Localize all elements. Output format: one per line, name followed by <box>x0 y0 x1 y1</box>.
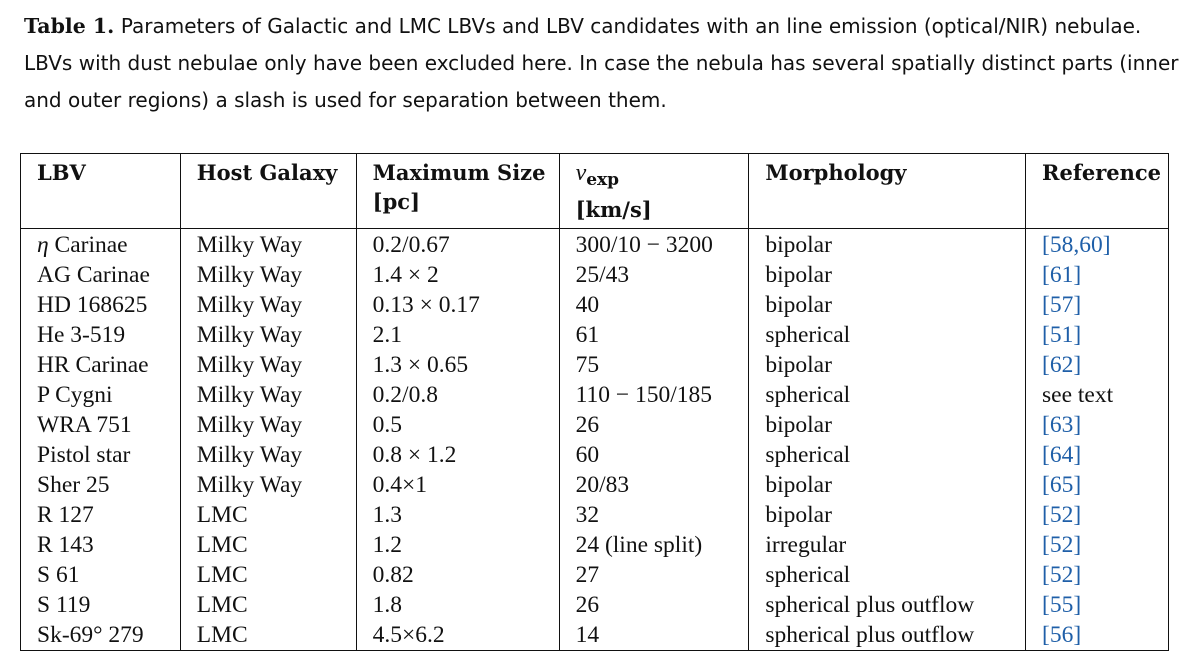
header-lbv: LBV <box>21 154 181 229</box>
cell-vexp: 20/83 <box>559 470 749 500</box>
cell-host-galaxy: LMC <box>180 500 356 530</box>
table-row <box>21 320 1169 350</box>
cell-reference[interactable]: [62] <box>1026 350 1169 380</box>
cell-host-galaxy: Milky Way <box>180 290 356 320</box>
cell-morphology: bipolar <box>749 290 1026 320</box>
cell-lbv: η Carinae <box>21 229 181 261</box>
cell-host-galaxy: LMC <box>180 620 356 651</box>
cell-maximum-size: 1.2 <box>356 530 559 560</box>
cell-maximum-size: 1.3 <box>356 500 559 530</box>
cell-host-galaxy: LMC <box>180 560 356 590</box>
cell-reference[interactable]: [55] <box>1026 590 1169 620</box>
table-caption <box>24 8 1179 119</box>
cell-morphology: bipolar <box>749 260 1026 290</box>
cell-lbv: Pistol star <box>21 440 181 470</box>
cell-reference[interactable]: [65] <box>1026 470 1169 500</box>
header-vexp <box>559 154 749 229</box>
table-row <box>21 290 1169 320</box>
cell-lbv: WRA 751 <box>21 410 181 440</box>
cell-maximum-size: 0.82 <box>356 560 559 590</box>
cell-reference[interactable]: [58,60] <box>1026 229 1169 261</box>
table-row <box>21 530 1169 560</box>
cell-maximum-size: 0.2/0.67 <box>356 229 559 261</box>
cell-maximum-size: 2.1 <box>356 320 559 350</box>
header-reference: Reference <box>1026 154 1169 229</box>
cell-vexp: 75 <box>559 350 749 380</box>
cell-maximum-size: 1.3 × 0.65 <box>356 350 559 380</box>
cell-vexp: 60 <box>559 440 749 470</box>
cell-vexp: 26 <box>559 590 749 620</box>
cell-vexp: 27 <box>559 560 749 590</box>
header-vexp-unit: [km/s] <box>575 197 652 222</box>
cell-vexp: 14 <box>559 620 749 651</box>
cell-lbv: HD 168625 <box>21 290 181 320</box>
cell-vexp: 24 (line split) <box>559 530 749 560</box>
header-morphology: Morphology <box>749 154 1026 229</box>
cell-morphology: spherical <box>749 380 1026 410</box>
cell-host-galaxy: Milky Way <box>180 410 356 440</box>
table-row <box>21 410 1169 440</box>
cell-vexp: 300/10 − 3200 <box>559 229 749 261</box>
cell-vexp: 25/43 <box>559 260 749 290</box>
cell-reference[interactable]: [52] <box>1026 560 1169 590</box>
cell-morphology: spherical plus outflow <box>749 590 1026 620</box>
cell-morphology: spherical <box>749 560 1026 590</box>
table-row <box>21 470 1169 500</box>
cell-reference[interactable]: [56] <box>1026 620 1169 651</box>
cell-lbv: AG Carinae <box>21 260 181 290</box>
cell-host-galaxy: Milky Way <box>180 320 356 350</box>
table-row <box>21 440 1169 470</box>
cell-reference: see text <box>1026 380 1169 410</box>
cell-maximum-size: 4.5×6.2 <box>356 620 559 651</box>
cell-morphology: spherical <box>749 320 1026 350</box>
table-row <box>21 260 1169 290</box>
table-row <box>21 500 1169 530</box>
header-size-unit: [pc] <box>372 189 421 214</box>
cell-reference[interactable]: [64] <box>1026 440 1169 470</box>
cell-reference[interactable]: [52] <box>1026 500 1169 530</box>
cell-morphology: spherical <box>749 440 1026 470</box>
cell-vexp: 61 <box>559 320 749 350</box>
cell-lbv: Sher 25 <box>21 470 181 500</box>
cell-host-galaxy: Milky Way <box>180 260 356 290</box>
cell-host-galaxy: Milky Way <box>180 470 356 500</box>
cell-lbv: S 119 <box>21 590 181 620</box>
cell-host-galaxy: Milky Way <box>180 440 356 470</box>
cell-morphology: irregular <box>749 530 1026 560</box>
header-vexp-symbol: v <box>575 160 587 186</box>
table-row <box>21 229 1169 261</box>
table-row <box>21 620 1169 651</box>
cell-morphology: bipolar <box>749 229 1026 261</box>
caption-label: Table 1. <box>24 14 115 38</box>
header-size-label: Maximum Size <box>372 160 546 185</box>
table-row <box>21 560 1169 590</box>
cell-host-galaxy: Milky Way <box>180 380 356 410</box>
table-row <box>21 350 1169 380</box>
caption-text: Parameters of Galactic and LMC LBVs and LBV candidates with an line emission (optical/NIR) nebulae. LBVs with dust nebulae only have been excluded here. In case the nebula has several spatially distinct parts (inner and outer regions) a slash is used for separation between them. <box>24 14 1179 112</box>
table-body <box>21 229 1169 651</box>
header-vexp-subscript: exp <box>586 170 620 190</box>
cell-vexp: 110 − 150/185 <box>559 380 749 410</box>
cell-morphology: bipolar <box>749 350 1026 380</box>
cell-reference[interactable]: [57] <box>1026 290 1169 320</box>
cell-morphology: bipolar <box>749 470 1026 500</box>
cell-morphology: bipolar <box>749 500 1026 530</box>
lbv-parameters-table <box>20 153 1169 651</box>
cell-maximum-size: 0.4×1 <box>356 470 559 500</box>
cell-lbv: He 3-519 <box>21 320 181 350</box>
table-row <box>21 590 1169 620</box>
cell-vexp: 26 <box>559 410 749 440</box>
cell-lbv: S 61 <box>21 560 181 590</box>
cell-maximum-size: 1.8 <box>356 590 559 620</box>
header-maximum-size <box>356 154 559 229</box>
cell-maximum-size: 1.4 × 2 <box>356 260 559 290</box>
cell-host-galaxy: LMC <box>180 530 356 560</box>
cell-reference[interactable]: [51] <box>1026 320 1169 350</box>
eta-symbol: η <box>37 232 49 258</box>
cell-host-galaxy: Milky Way <box>180 229 356 261</box>
cell-reference[interactable]: [52] <box>1026 530 1169 560</box>
table-row <box>21 380 1169 410</box>
cell-morphology: spherical plus outflow <box>749 620 1026 651</box>
cell-host-galaxy: Milky Way <box>180 350 356 380</box>
cell-maximum-size: 0.5 <box>356 410 559 440</box>
cell-maximum-size: 0.8 × 1.2 <box>356 440 559 470</box>
cell-maximum-size: 0.2/0.8 <box>356 380 559 410</box>
cell-reference[interactable]: [61] <box>1026 260 1169 290</box>
cell-reference[interactable]: [63] <box>1026 410 1169 440</box>
cell-lbv: P Cygni <box>21 380 181 410</box>
cell-host-galaxy: LMC <box>180 590 356 620</box>
cell-lbv: R 143 <box>21 530 181 560</box>
header-host-galaxy: Host Galaxy <box>180 154 356 229</box>
cell-lbv: R 127 <box>21 500 181 530</box>
table-header-row <box>21 154 1169 229</box>
cell-morphology: bipolar <box>749 410 1026 440</box>
cell-maximum-size: 0.13 × 0.17 <box>356 290 559 320</box>
cell-lbv: HR Carinae <box>21 350 181 380</box>
cell-lbv: Sk-69° 279 <box>21 620 181 651</box>
cell-vexp: 40 <box>559 290 749 320</box>
cell-vexp: 32 <box>559 500 749 530</box>
